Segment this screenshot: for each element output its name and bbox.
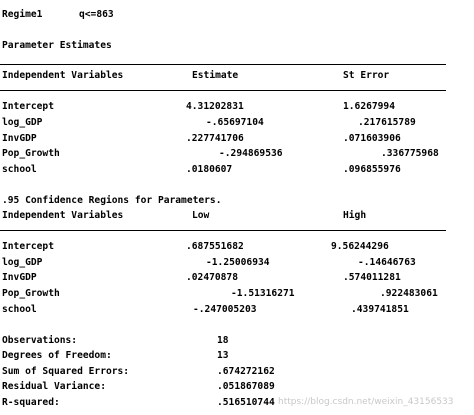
table-row-estimate: .227741706	[186, 133, 244, 144]
watermark: https://blog.csdn.net/weixin_43156533	[278, 397, 454, 407]
stat-value: 13	[217, 350, 229, 361]
table-row-se: .096855976	[343, 164, 401, 175]
stat-label: R-squared:	[2, 397, 60, 408]
stat-value: .674272162	[217, 366, 275, 377]
table-row-name: InvGDP	[2, 133, 37, 144]
table-row-se: .336775968	[381, 148, 439, 159]
table-row-name: log_GDP	[2, 257, 43, 268]
ci-header-low: Low	[192, 210, 210, 221]
stat-value: .051867089	[217, 381, 275, 392]
stat-label: Sum of Squared Errors:	[2, 366, 130, 377]
table-row-se: 1.6267994	[343, 101, 395, 112]
table-row-estimate: .0180607	[186, 164, 233, 175]
param-header-var: Independent Variables	[2, 70, 124, 81]
table-row-low: .687551682	[186, 241, 244, 252]
table-row-name: school	[2, 304, 37, 315]
table-row-low: .02470878	[186, 272, 238, 283]
table-row-low: -.247005203	[193, 304, 257, 315]
table-row-name: Intercept	[2, 241, 54, 252]
stat-value: 18	[217, 335, 229, 346]
table-row-high: 9.56244296	[331, 241, 389, 252]
table-row-name: school	[2, 164, 37, 175]
ci-header-var: Independent Variables	[2, 210, 124, 221]
stat-label: Residual Variance:	[2, 381, 106, 392]
stat-label: Observations:	[2, 335, 78, 346]
table-row-se: .217615789	[358, 117, 416, 128]
table-row-estimate: -.65697104	[206, 117, 264, 128]
param-section-title: Parameter Estimates	[2, 40, 112, 51]
table-row-name: log_GDP	[2, 117, 43, 128]
stat-value: .516510744	[217, 397, 275, 408]
param-header-rule	[0, 90, 446, 91]
table-row-se: .071603906	[343, 133, 401, 144]
ci-header-high: High	[343, 210, 367, 221]
table-row-estimate: 4.31202831	[186, 101, 244, 112]
table-row-high: .439741851	[351, 304, 409, 315]
table-row-low: -1.25006934	[206, 257, 270, 268]
table-row-high: .922483061	[380, 288, 438, 299]
param-header-se: St Error	[343, 70, 390, 81]
table-row-name: Pop_Growth	[2, 148, 60, 159]
ci-header-rule	[0, 230, 446, 231]
table-row-low: -1.51316271	[231, 288, 295, 299]
table-row-name: InvGDP	[2, 272, 37, 283]
table-row-estimate: -.294869536	[219, 148, 283, 159]
param-top-rule	[0, 64, 446, 65]
stat-label: Degrees of Freedom:	[2, 350, 112, 361]
table-row-high: -.14646763	[358, 257, 416, 268]
table-row-name: Pop_Growth	[2, 288, 60, 299]
table-row-name: Intercept	[2, 101, 54, 112]
param-header-estimate: Estimate	[192, 70, 239, 81]
regime-label: Regime1	[2, 9, 43, 20]
table-row-high: .574011281	[343, 272, 401, 283]
regime-condition: q<=863	[79, 9, 114, 20]
ci-section-title: .95 Confidence Regions for Parameters.	[2, 195, 222, 206]
